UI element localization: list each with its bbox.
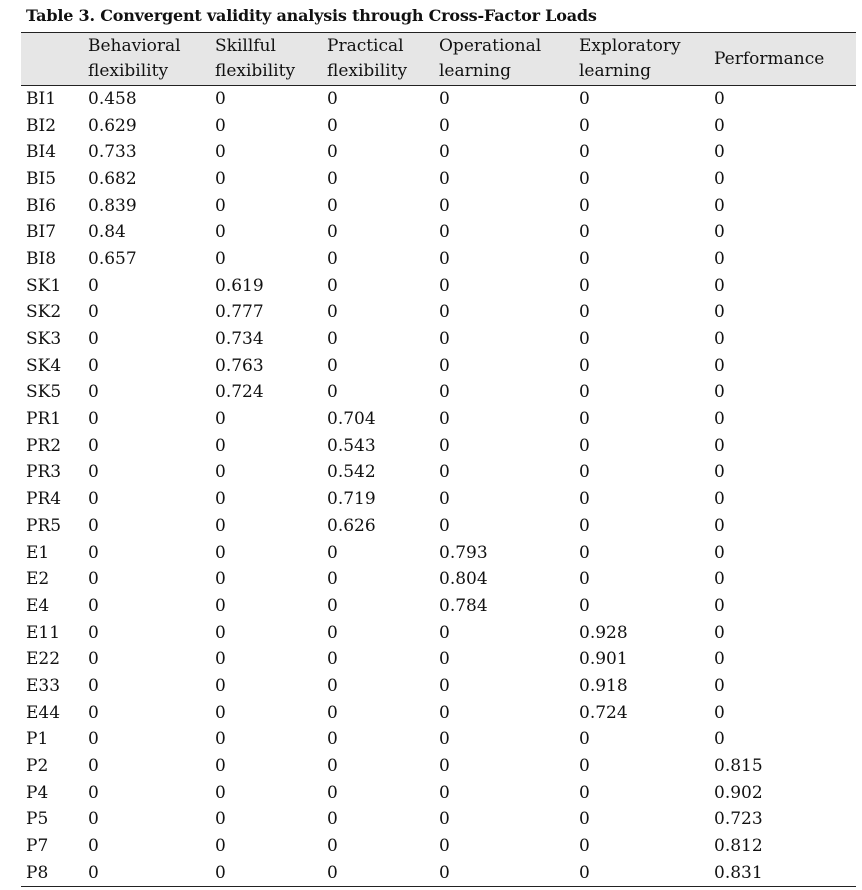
column-header-line: Performance (714, 48, 825, 69)
loading-cell: 0.763 (215, 355, 264, 376)
table-row (21, 513, 856, 540)
row-label: BI2 (26, 115, 57, 136)
loading-cell: 0 (714, 142, 725, 163)
loading-cell: 0 (327, 756, 338, 777)
loading-cell: 0 (215, 729, 226, 750)
loading-cell: 0.804 (439, 569, 488, 590)
loading-cell: 0 (88, 302, 99, 323)
row-label: P4 (26, 782, 49, 803)
loading-cell: 0 (579, 89, 590, 110)
loading-cell: 0.723 (714, 809, 763, 830)
table-row (21, 379, 856, 406)
loading-cell: 0 (579, 462, 590, 483)
loading-cell: 0 (210, 859, 322, 886)
loading-cell: 0 (327, 248, 338, 269)
loading-cell: 0 (439, 515, 450, 536)
loading-cell: 0 (579, 836, 590, 857)
table-row (21, 673, 856, 700)
loading-cell: 0 (215, 248, 226, 269)
loading-cell: 0.724 (579, 702, 628, 723)
loading-cell: 0 (327, 195, 338, 216)
table-row (21, 753, 856, 780)
loading-cell: 0 (327, 115, 338, 136)
loading-cell: 0 (714, 569, 725, 590)
loading-cell: 0 (215, 195, 226, 216)
loading-cell: 0 (434, 859, 574, 886)
loading-cell: 0 (88, 382, 99, 403)
loading-cell: 0 (88, 542, 99, 563)
table-row (21, 726, 856, 753)
table-row (21, 459, 856, 486)
loading-cell: 0.657 (88, 248, 137, 269)
row-label: P5 (26, 809, 49, 830)
loading-cell: 0 (439, 462, 450, 483)
table-row (21, 859, 856, 886)
loading-cell: 0 (215, 142, 226, 163)
column-header-line: Behavioral (88, 36, 181, 56)
loading-cell: 0 (714, 168, 725, 189)
loading-cell: 0 (714, 89, 725, 110)
loading-cell: 0 (215, 675, 226, 696)
loading-cell: 0 (579, 275, 590, 296)
loading-cell: 0 (439, 168, 450, 189)
loading-cell: 0 (714, 542, 725, 563)
loading-cell: 0.918 (579, 675, 628, 696)
row-label: E2 (26, 569, 50, 590)
row-label: BI7 (26, 222, 57, 243)
loading-cell: 0 (88, 756, 99, 777)
loading-cell: 0 (88, 515, 99, 536)
loading-cell: 0 (439, 489, 450, 510)
loading-cell: 0 (579, 542, 590, 563)
loading-cell: 0.629 (88, 115, 137, 136)
row-label: E4 (26, 595, 50, 616)
loading-cell: 0 (579, 809, 590, 830)
loading-cell: 0 (714, 275, 725, 296)
loading-cell: 0 (439, 302, 450, 323)
loading-cell: 0 (579, 195, 590, 216)
row-label: E1 (26, 542, 50, 563)
loading-cell: 0 (439, 649, 450, 670)
table-row (21, 139, 856, 166)
row-label: BI6 (26, 195, 57, 216)
loading-cell: 0 (714, 115, 725, 136)
row-label: P8 (21, 859, 83, 886)
loading-cell: 0 (714, 409, 725, 430)
loading-cell: 0 (327, 222, 338, 243)
row-label: PR5 (26, 515, 62, 536)
table-body (21, 86, 856, 887)
row-label: SK3 (26, 329, 62, 350)
loading-cell: 0 (327, 836, 338, 857)
loading-cell: 0 (574, 859, 709, 886)
column-header-line: flexibility (327, 61, 408, 81)
loading-cell: 0 (88, 649, 99, 670)
row-label: E33 (26, 675, 61, 696)
loading-cell: 0.734 (215, 329, 264, 350)
row-label: E44 (26, 702, 61, 723)
column-header-line: learning (439, 61, 511, 81)
loading-cell: 0 (88, 595, 99, 616)
loading-cell: 0 (215, 222, 226, 243)
loading-cell: 0 (327, 702, 338, 723)
header-row (21, 33, 856, 86)
loading-cell: 0 (215, 515, 226, 536)
loading-cell: 0 (579, 355, 590, 376)
loading-cell: 0 (88, 329, 99, 350)
loading-cell: 0 (215, 542, 226, 563)
loading-cell: 0 (579, 756, 590, 777)
loading-cell: 0 (83, 859, 210, 886)
loading-cell: 0 (439, 756, 450, 777)
loading-cell: 0 (215, 595, 226, 616)
table-row (21, 272, 856, 299)
row-label: PR2 (26, 435, 62, 456)
row-label: E11 (26, 622, 61, 643)
loading-cell: 0 (714, 675, 725, 696)
loading-cell: 0 (327, 622, 338, 643)
loading-cell: 0 (714, 222, 725, 243)
loading-cell: 0 (88, 702, 99, 723)
loading-cell: 0 (439, 329, 450, 350)
loading-cell: 0.458 (88, 89, 137, 110)
table-row (21, 539, 856, 566)
loading-cell: 0 (579, 302, 590, 323)
loading-cell: 0.542 (327, 462, 376, 483)
column-header-performance (709, 33, 856, 86)
row-label: SK1 (26, 275, 62, 296)
loading-cell: 0 (215, 435, 226, 456)
table-row (21, 299, 856, 326)
row-label: PR3 (26, 462, 62, 483)
column-header-line: Practical (327, 36, 404, 56)
table-row (21, 406, 856, 433)
loading-cell: 0 (327, 382, 338, 403)
loading-cell: 0 (579, 595, 590, 616)
table-row (21, 219, 856, 246)
loading-cell: 0 (439, 702, 450, 723)
loading-cell: 0 (714, 649, 725, 670)
loading-cell: 0.733 (88, 142, 137, 163)
loading-cell: 0 (215, 569, 226, 590)
table-row (21, 646, 856, 673)
loading-cell: 0 (714, 622, 725, 643)
loading-cell: 0 (215, 836, 226, 857)
loading-cell: 0 (714, 302, 725, 323)
table-row (21, 619, 856, 646)
row-label: PR4 (26, 489, 62, 510)
loading-cell: 0 (714, 489, 725, 510)
loading-cell: 0 (714, 729, 725, 750)
table-row (21, 779, 856, 806)
loading-cell: 0 (439, 248, 450, 269)
column-header-behavioral-flexibility (83, 33, 210, 86)
loading-cell: 0 (327, 649, 338, 670)
loading-cell: 0 (579, 168, 590, 189)
table-row (21, 699, 856, 726)
table-row (21, 486, 856, 513)
loading-cell: 0.626 (327, 515, 376, 536)
loading-cell: 0 (439, 836, 450, 857)
loading-cell: 0 (579, 329, 590, 350)
column-header-skillful-flexibility (210, 33, 322, 86)
column-header-operational-learning (434, 33, 574, 86)
loading-cell: 0 (88, 275, 99, 296)
loading-cell: 0 (439, 675, 450, 696)
table-row (21, 112, 856, 139)
loading-cell: 0 (215, 756, 226, 777)
table-row (21, 86, 856, 113)
loading-cell: 0 (327, 355, 338, 376)
column-header-line: Exploratory (579, 36, 681, 56)
loading-cell: 0 (439, 729, 450, 750)
table-row (21, 833, 856, 860)
loading-cell: 0 (327, 809, 338, 830)
loading-cell: 0 (88, 489, 99, 510)
loading-cell: 0 (714, 435, 725, 456)
loading-cell: 0.928 (579, 622, 628, 643)
loading-cell: 0 (579, 569, 590, 590)
loading-cell: 0 (714, 329, 725, 350)
loading-cell: 0 (579, 782, 590, 803)
table-row (21, 166, 856, 193)
loading-cell: 0 (714, 355, 725, 376)
loading-cell: 0 (714, 702, 725, 723)
loading-cell: 0 (439, 809, 450, 830)
table-row (21, 246, 856, 273)
column-header-line: flexibility (215, 61, 296, 81)
loading-cell: 0 (579, 515, 590, 536)
row-label: P1 (26, 729, 49, 750)
loading-cell: 0 (579, 382, 590, 403)
loading-cell: 0.619 (215, 275, 264, 296)
loading-cell: 0 (327, 729, 338, 750)
loading-cell: 0 (439, 142, 450, 163)
table-row (21, 593, 856, 620)
row-label: E22 (26, 649, 61, 670)
table-row (21, 806, 856, 833)
loading-cell: 0 (88, 409, 99, 430)
loading-cell: 0 (439, 195, 450, 216)
loading-cell: 0.777 (215, 302, 264, 323)
loading-cell: 0 (215, 409, 226, 430)
table-row (21, 432, 856, 459)
loading-cell: 0 (714, 595, 725, 616)
loading-cell: 0 (215, 649, 226, 670)
column-header-line: Skillful (215, 36, 276, 56)
column-header-practical-flexibility (322, 33, 434, 86)
loading-cell: 0.839 (88, 195, 137, 216)
loading-cell: 0 (439, 409, 450, 430)
table-row (21, 566, 856, 593)
row-label: P7 (26, 836, 49, 857)
table-row (21, 326, 856, 353)
loading-cell: 0 (88, 622, 99, 643)
loading-cell: 0 (579, 222, 590, 243)
column-header-exploratory-learning (574, 33, 709, 86)
row-label: PR1 (26, 409, 62, 430)
header-corner-cell (21, 33, 83, 86)
loading-cell: 0 (322, 859, 434, 886)
loading-cell: 0 (327, 275, 338, 296)
loading-cell: 0.682 (88, 168, 137, 189)
loading-cell: 0 (439, 89, 450, 110)
loading-cell: 0 (439, 275, 450, 296)
loading-cell: 0 (579, 115, 590, 136)
loading-cell: 0 (88, 782, 99, 803)
loading-cell: 0 (579, 142, 590, 163)
loading-cell: 0 (327, 329, 338, 350)
row-label: SK2 (26, 302, 62, 323)
loading-cell: 0 (215, 115, 226, 136)
loading-cell: 0 (215, 89, 226, 110)
loading-cell: 0 (327, 302, 338, 323)
loading-cell: 0 (439, 355, 450, 376)
loading-cell: 0 (439, 115, 450, 136)
loading-cell: 0 (579, 729, 590, 750)
loading-cell: 0 (88, 462, 99, 483)
row-label: BI1 (26, 89, 57, 110)
column-header-line: Operational (439, 36, 542, 56)
row-label: SK4 (26, 355, 62, 376)
loading-cell: 0.784 (439, 595, 488, 616)
row-label: P2 (26, 756, 49, 777)
loading-cell: 0 (714, 515, 725, 536)
loading-cell: 0 (327, 595, 338, 616)
row-label: SK5 (26, 382, 62, 403)
row-label: BI5 (26, 168, 57, 189)
cross-factor-loads-table (21, 32, 856, 887)
loading-cell: 0 (714, 248, 725, 269)
loading-cell: 0.704 (327, 409, 376, 430)
loading-cell: 0 (215, 702, 226, 723)
table-row (21, 352, 856, 379)
loading-cell: 0 (714, 195, 725, 216)
loading-cell: 0 (579, 435, 590, 456)
loading-cell: 0 (327, 542, 338, 563)
loading-cell: 0 (215, 489, 226, 510)
loading-cell: 0.902 (714, 782, 763, 803)
row-label: BI8 (26, 248, 57, 269)
loading-cell: 0 (88, 435, 99, 456)
table-caption: Table 3. Convergent validity analysis through Cross-Factor Loads (26, 6, 597, 25)
loading-cell: 0 (215, 809, 226, 830)
table-row (21, 192, 856, 219)
loading-cell: 0 (327, 782, 338, 803)
loading-cell: 0 (327, 168, 338, 189)
row-label: BI4 (26, 142, 57, 163)
loading-cell: 0.724 (215, 382, 264, 403)
loading-cell: 0.901 (579, 649, 628, 670)
loading-cell: 0 (579, 489, 590, 510)
loading-cell: 0.793 (439, 542, 488, 563)
column-header-line: learning (579, 61, 651, 81)
loading-cell: 0 (215, 462, 226, 483)
loading-cell: 0 (579, 409, 590, 430)
loading-cell: 0 (88, 729, 99, 750)
loading-cell: 0 (714, 382, 725, 403)
loading-cell: 0 (439, 622, 450, 643)
loading-cell: 0 (439, 782, 450, 803)
loading-cell: 0 (215, 782, 226, 803)
loading-cell: 0 (439, 435, 450, 456)
loading-cell: 0 (327, 675, 338, 696)
loading-cell: 0 (88, 569, 99, 590)
loading-cell: 0.719 (327, 489, 376, 510)
loading-cell: 0 (88, 836, 99, 857)
column-header-line: flexibility (88, 61, 169, 81)
loading-cell: 0 (714, 462, 725, 483)
loading-cell: 0 (439, 382, 450, 403)
loading-cell: 0 (88, 809, 99, 830)
loading-cell: 0 (579, 248, 590, 269)
loading-cell: 0.815 (714, 756, 763, 777)
loading-cell: 0 (88, 675, 99, 696)
loading-cell: 0.812 (714, 836, 763, 857)
loading-cell: 0.831 (709, 859, 856, 886)
loading-cell: 0 (327, 142, 338, 163)
loading-cell: 0 (215, 622, 226, 643)
loading-cell: 0 (327, 89, 338, 110)
loading-cell: 0 (439, 222, 450, 243)
loading-cell: 0 (88, 355, 99, 376)
loading-cell: 0.84 (88, 222, 126, 243)
loading-cell: 0 (215, 168, 226, 189)
loading-cell: 0.543 (327, 435, 376, 456)
loading-cell: 0 (327, 569, 338, 590)
